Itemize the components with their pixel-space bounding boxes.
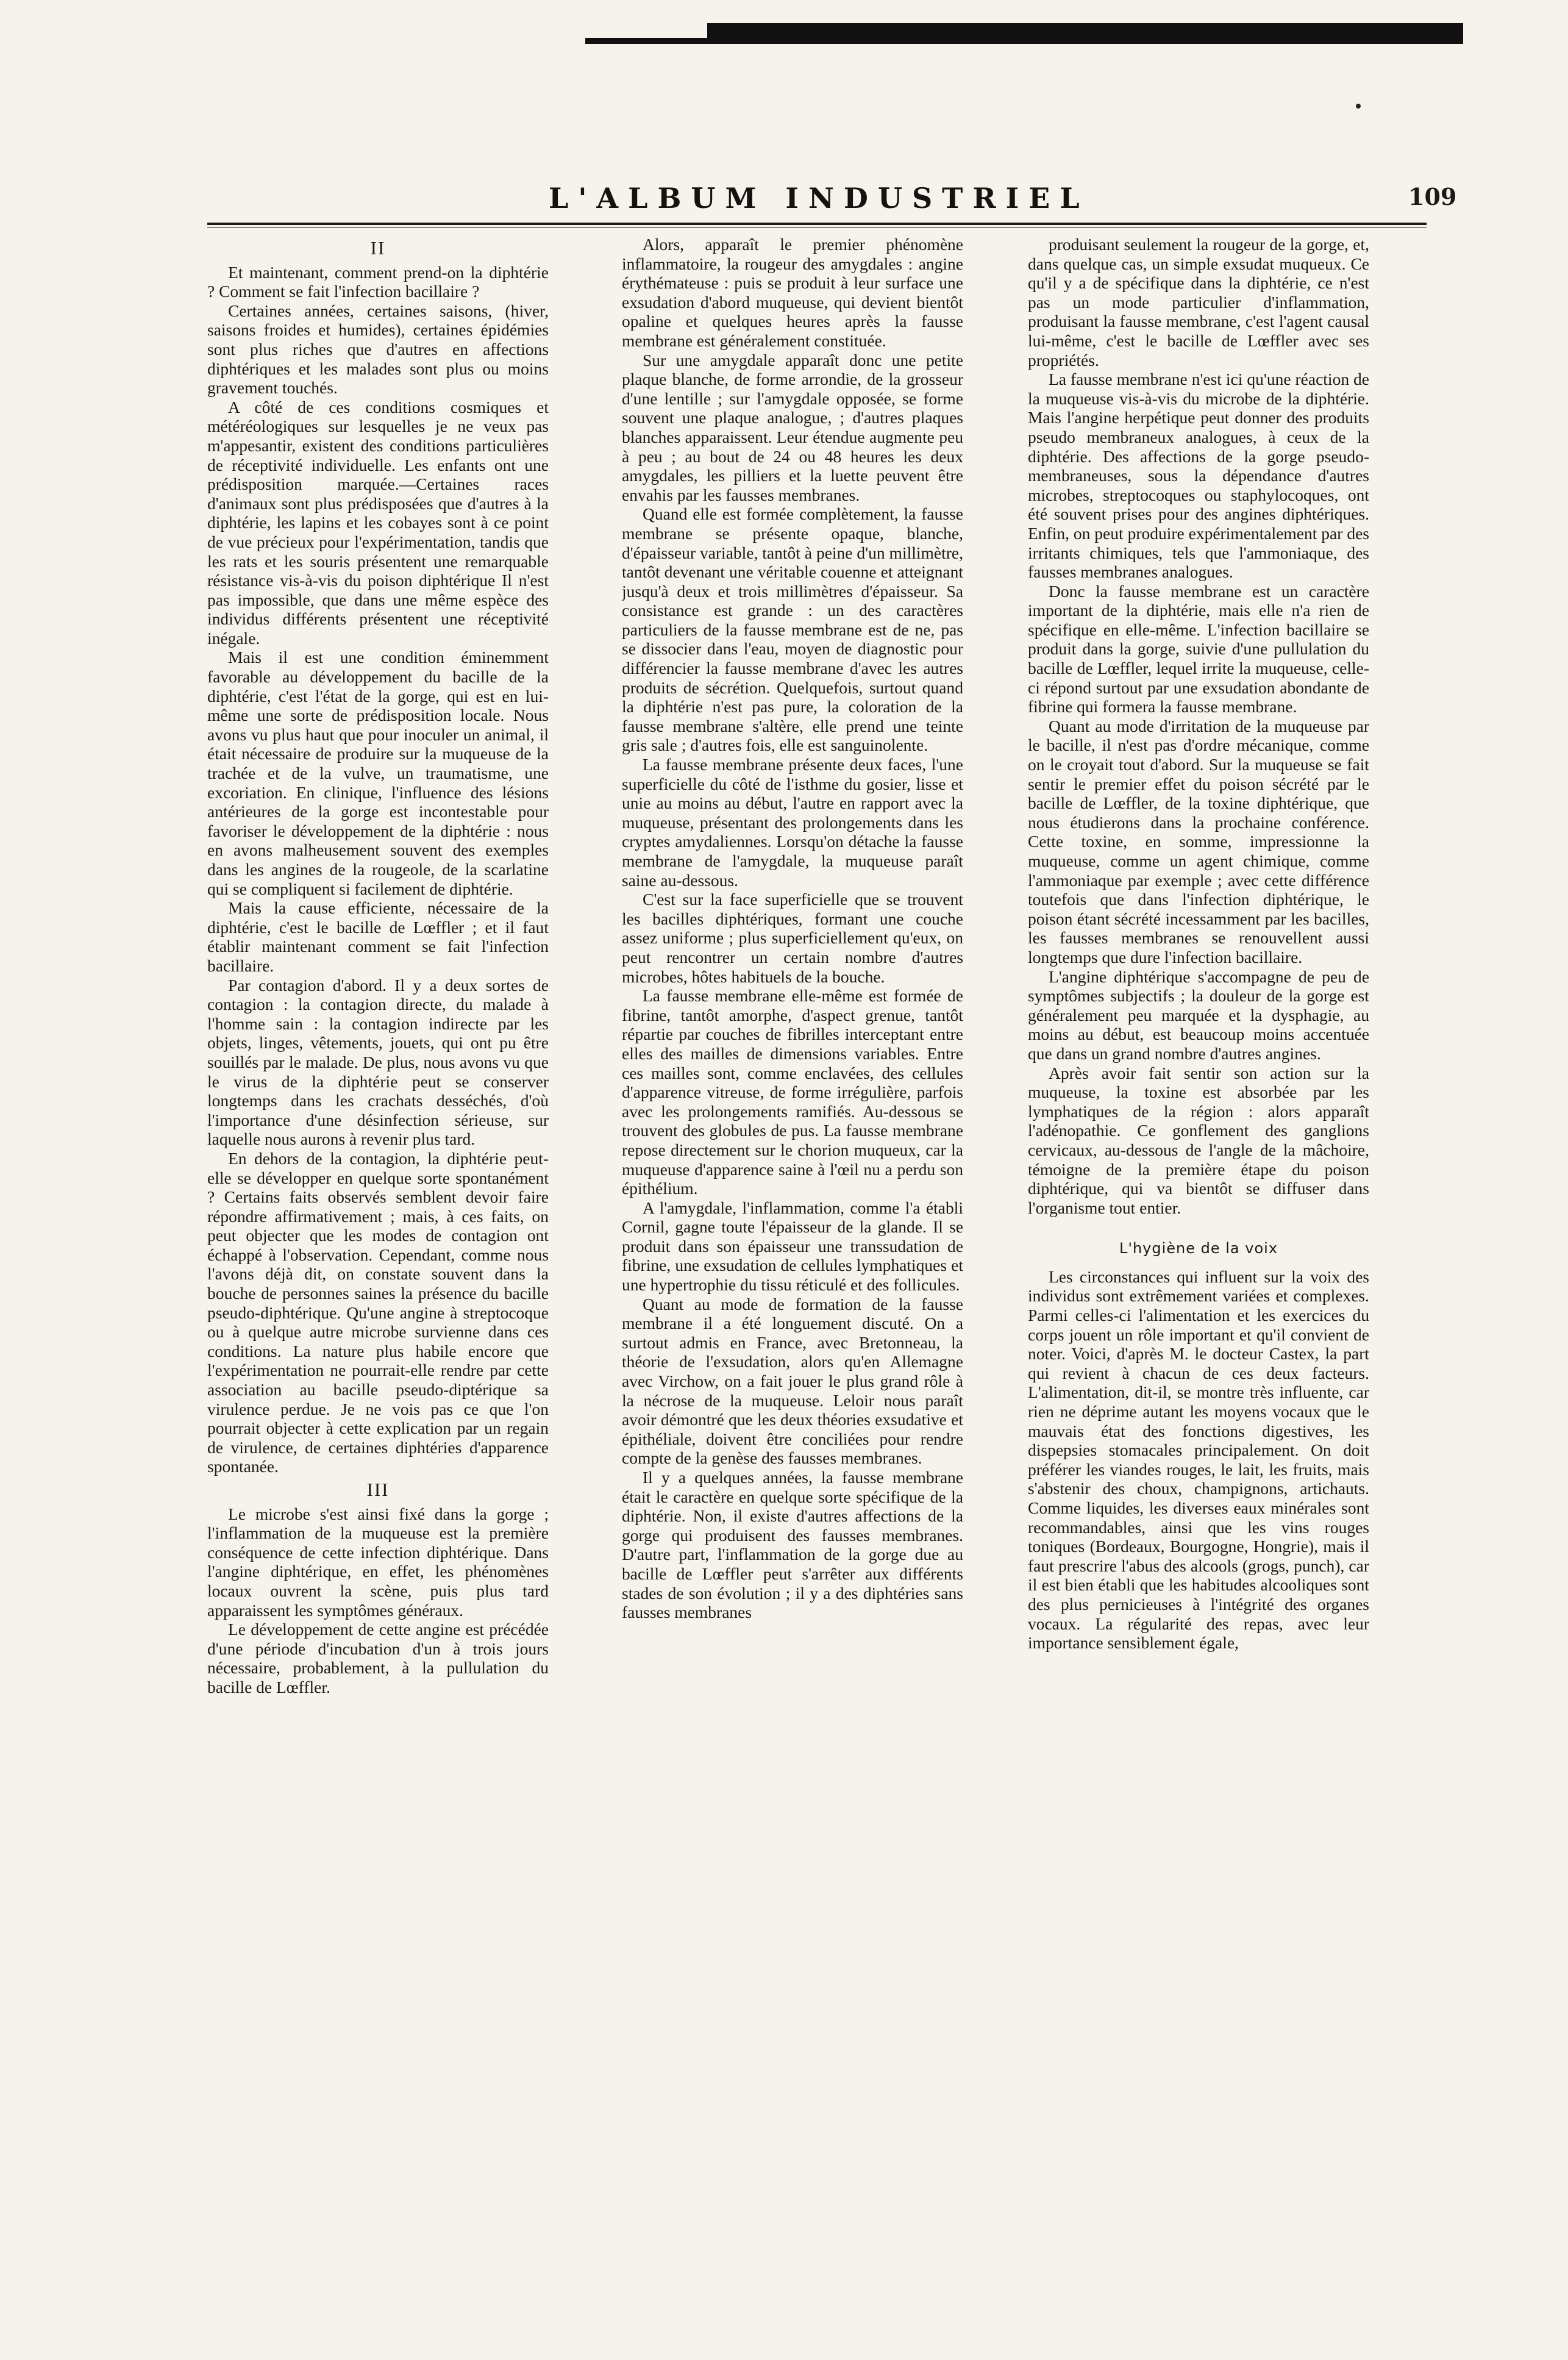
paragraph: Certaines années, certaines saisons, (hiver, saisons froides et humides), certaines épidémies sont plus riches que d'autres en affections diphtériques et les malades sont plus ou moins gravement touchés. [207,301,549,398]
paragraph: Par contagion d'abord. Il y a deux sortes de contagion : la contagion directe, du malade à l'homme sain : la contagion indirecte par les objets, linges, vêtements, jouets, qui ont pu être souillés par le malade. De plus, nous avons vu que le virus de la diphtérie peut se conserver longtemps dans les crachats desséchés, d'où l'importance d'une désinfection sérieuse, sur laquelle nous aurons à revenir plus tard. [207,975,549,1149]
paragraph: Sur une amygdale apparaît donc une petite plaque blanche, de forme arrondie, de la grosseur d'une lentille ; sur l'amygdale opposée, se forme souvent une plaque analogue, ; d'autres plaques blanches apparaissent. Leur étendue augmente peu à peu ; au bout de 24 ou 48 heures les deux amygdales, les pilliers et la luette peuvent être envahis par les fausses membranes. [622,350,963,504]
paragraph: Le développement de cette angine est précédée d'une période d'incubation d'un à trois jours nécessaire, probablement, à la pullulation du bacille de Lœffler. [207,1620,549,1697]
column-2 [622,235,963,2278]
paragraph: A l'amygdale, l'inflammation, comme l'a établi Cornil, gagne toute l'épaisseur de la glande. Il se produit dans son épaisseur une transsudation de fibrine, une exsudation de cellules lymphatiques et une hypertrophie du tissu réticulé et des follicules. [622,1198,963,1295]
top-bar-tail [585,38,713,44]
paragraph: Et maintenant, comment prend-on la diphtérie ? Comment se fait l'infection bacillaire ? [207,262,549,301]
ink-dot [1356,104,1361,109]
paragraph: A côté de ces conditions cosmiques et météréologiques sur lesquelles je ne veux pas m'appesantir, existent des conditions particulières de réceptivité individuelle. Les enfants ont une prédisposition marquée.—Certaines races d'animaux sont plus prédisposées que d'autres à la diphtérie, les lapins et les cobayes sont à ce point de vue précieux pour l'expérimentation, tandis que les rats et les souris présentent une remarquable résistance vis-à-vis du poison diphtérique Il n'est pas impossible, que dans une même espèce des individus différents présentent une réceptivité inégale. [207,397,549,648]
paragraph: Après avoir fait sentir son action sur la muqueuse, la toxine est absorbée par les lymphatiques de la région : alors apparaît l'adénopathie. Ce gonflement des ganglions cervicaux, au-dessous de l'angle de la mâchoire, témoigne de la première étape du poison diphtérique, qui va bientôt se diffuser dans l'organisme tout entier. [1028,1063,1369,1217]
paragraph: La fausse membrane présente deux faces, l'une superficielle du côté de l'isthme du gosier, lisse et unie au moins au début, l'autre en rapport avec la muqueuse, présentant des prolongements dans les cryptes amydaliennes. Lorsqu'on détache la fausse membrane de l'amygdale, la muqueuse paraît saine au-dessous. [622,755,963,890]
paragraph: Le microbe s'est ainsi fixé dans la gorge ; l'inflammation de la muqueuse est la première conséquence de cette infection diphtérique. Dans l'angine diphtérique, en effet, les phénomènes locaux ouvrent la scène, puis plus tard apparaissent les symptômes généraux. [207,1504,549,1620]
paragraph: La fausse membrane elle-même est formée de fibrine, tantôt amorphe, d'aspect grenue, tantôt répartie par couches de fibrilles interceptant entre elles des mailles de dimensions variables. Entre ces mailles sont, comme enclavées, des cellules d'apparence vitreuse, de forme irrégulière, parfois avec les prolongements ramifiés. Au-dessous se trouvent des globules de pus. La fausse membrane repose directement sur le chorion muqueux, car la muqueuse d'apparence saine à l'œil nu a perdu son épithélium. [622,986,963,1198]
header-rule [207,223,1427,225]
paragraph: Donc la fausse membrane est un caractère important de la diphtérie, mais elle n'a rien de spécifique en elle-même. L'infection bacillaire se produit dans la gorge, suivie d'une pullulation du bacille de Lœffler, lequel irrite la muqueuse, celle-ci répond surtout par une exsudation abondante de fibrine qui formera la fausse membrane. [1028,581,1369,717]
page-number: 109 [1408,183,1457,210]
header-rule-thin [207,227,1427,228]
paragraph: C'est sur la face superficielle que se trouvent les bacilles diphtériques, formant une couche assez uniforme ; plus superficiellement qu'eux, on peut rencontrer un certain nombre d'autres microbes, hôtes habituels de la bouche. [622,890,963,986]
paragraph: En dehors de la contagion, la diphtérie peut-elle se développer en quelque sorte spontanément ? Certains faits observés semblent devoir faire répondre affirmativement ; mais, à ces faits, on peut objecter que les modes de contagion ont échappé à l'observation. Cependant, comme nous l'avons déjà dit, on constate souvent dans la bouche de personnes saines la présence du bacille pseudo-diphtérique. Qu'une angine à streptocoque ou à quelque autre microbe survienne dans ces conditions. La nature plus habile encore que l'expérimentation ne pourrait-elle rendre par cette association au bacille pseudo-diptérique sa virulence perdue. Je ne vois pas ce que l'on pourrait objecter à cette explication par un regain de virulence, de certaines diphtéries d'apparence spontanée. [207,1148,549,1476]
paragraph: L'angine diphtérique s'accompagne de peu de symptômes subjectifs ; la douleur de la gorge est généralement peu marquée et la dysphagie, au moins au début, est beaucoup moins accentuée que dans un grand nombre d'autres angines. [1028,967,1369,1063]
section-heading-iii: III [366,1479,390,1500]
masthead-title: L'ALBUM INDUSTRIEL [549,182,1089,215]
paragraph: Mais la cause efficiente, nécessaire de la diphtérie, c'est le bacille de Lœffler ; et il faut établir maintenant comment se fait l'infection bacillaire. [207,898,549,975]
paragraph: La fausse membrane n'est ici qu'une réaction de la muqueuse vis-à-vis du microbe de la diphtérie. Mais l'angine herpétique peut donner des produits pseudo membraneux analogues, à ceux de la diphtérie. Des affections de la gorge pseudo-membraneuses, sous la dépendance d'autres microbes, streptocoques ou staphylocoques, ont été souvent prises pour des angines diphtériques. Enfin, on peut produire expérimentalement par des irritants chimiques, tels que l'ammoniaque, des fausses membranes analogues. [1028,370,1369,582]
paragraph: Quant au mode d'irritation de la muqueuse par le bacille, il n'est pas d'ordre mécanique, comme on le croyait tout d'abord. Sur la muqueuse se fait sentir le premier effet du poison sécrété par le bacille de Lœffler, de la toxine diphtérique, que nous étudierons dans la prochaine conférence. Cette toxine, en somme, impressionne la muqueuse, comme un agent chimique, comme l'ammoniaque par exemple ; avec cette différence toutefois que dans l'infection diphtérique, le poison étant sécrété incessamment par les bacilles, les fausses membranes se renouvellent aussi longtemps que dure l'infection bacillaire. [1028,716,1369,967]
column-1 [207,235,549,2278]
paragraph: Quand elle est formée complètement, la fausse membrane se présente opaque, blanche, d'épaisseur variable, tantôt à peine d'un millimètre, tantôt devenant une véritable couenne et atteignant jusqu'à deux et trois millimètres d'épaisseur. Sa consistance est grande : un des caractères particuliers de la fausse membrane est de ne, pas se dissocier dans l'eau, moyen de diagnostic pour différencier la fausse membrane d'avec les autres produits de sécrétion. Quelquefois, surtout quand la diphtérie n'est pas pure, la coloration de la fausse membrane s'altère, elle prend une teinte gris sale ; d'autres fois, elle est sanguinolente. [622,504,963,755]
paragraph: Quant au mode de formation de la fausse membrane il a été longuement discuté. On a surtout admis en France, avec Bretonneau, la théorie de l'exsudation, alors qu'en Allemagne avec Virchow, on a fait jouer le plus grand rôle à la nécrose de la muqueuse. Leloir nous paraît avoir démontré que les deux théories exsudative et épithéliale, doivent être conciliées pour rendre compte de la genèse des fausses membranes. [622,1294,963,1468]
top-black-bar [707,23,1463,44]
section-heading-ii: II [370,237,386,259]
paragraph: Les circonstances qui influent sur la voix des individus sont extrêmement variées et complexes. Parmi celles-ci l'alimentation et les exercices du corps jouent un rôle important et qu'il convient de noter. Voici, d'après M. le docteur Castex, la part qui revient à chacun de ces deux facteurs. L'alimentation, dit-il, se montre très influente, car rien ne déprime autant les moyens vocaux que le mauvais état des fonctions digestives, les dispepsies stomacales principalement. On doit préférer les viandes rouges, le lait, les fruits, mais s'abstenir des choux, champignons, artichauts. Comme liquides, les diverses eaux minérales sont recommandables, ainsi que les vins rouges toniques (Bordeaux, Bourgogne, Hongrie), mais il faut prescrire l'abus des alcools (grogs, punch), car il est bien établi que les habitudes alcooliques sont des plus pernicieuses à l'intégrité des organes vocaux. La régularité des repas, avec leur importance sensiblement égale, [1028,1267,1369,1653]
paragraph: Il y a quelques années, la fausse membrane était le caractère en quelque sorte spécifique de la diphtérie. Non, il existe d'autres affections de la gorge qui produisent des fausses membranes. D'autre part, l'inflammation de la gorge due au bacille de Lœffler peut s'arrêter aux différents stades de son évolution ; il y a des diphtéries sans fausses membranes [622,1468,963,1622]
article-subheading: L'hygiène de la voix [1119,1240,1278,1257]
paragraph: produisant seulement la rougeur de la gorge, et, dans quelque cas, un simple exsudat muqueux. Ce qu'il y a de spécifique dans la diphtérie, ce n'est pas un mode particulier d'inflammation, produisant la fausse membrane, c'est l'agent causal lui-même, c'est le bacille de Lœffler avec ses propriétés. [1028,235,1369,370]
column-3 [1028,235,1369,2278]
paragraph: Alors, apparaît le premier phénomène inflammatoire, la rougeur des amygdales : angine érythémateuse : puis se produit à leur surface une exsudation d'abord muqueuse, qui devient bientôt opaline et quelques heures après la fausse membrane est généralement constituée. [622,235,963,350]
paragraph: Mais il est une condition éminemment favorable au développement du bacille de la diphtérie, c'est l'état de la gorge, qui est en lui-même une sorte de prédisposition locale. Nous avons vu plus haut que pour inoculer un animal, il était nécessaire de produire sur la muqueuse de la trachée et de la vulve, un traumatisme, une excoriation. En clinique, l'influence des lésions antérieures de la gorge est incontestable pour favoriser le développement de la diphtérie : nous en avons malheusement souvent des exemples dans les angines de la rougeole, de la scarlatine qui se compliquent si facilement de diphtérie. [207,648,549,898]
